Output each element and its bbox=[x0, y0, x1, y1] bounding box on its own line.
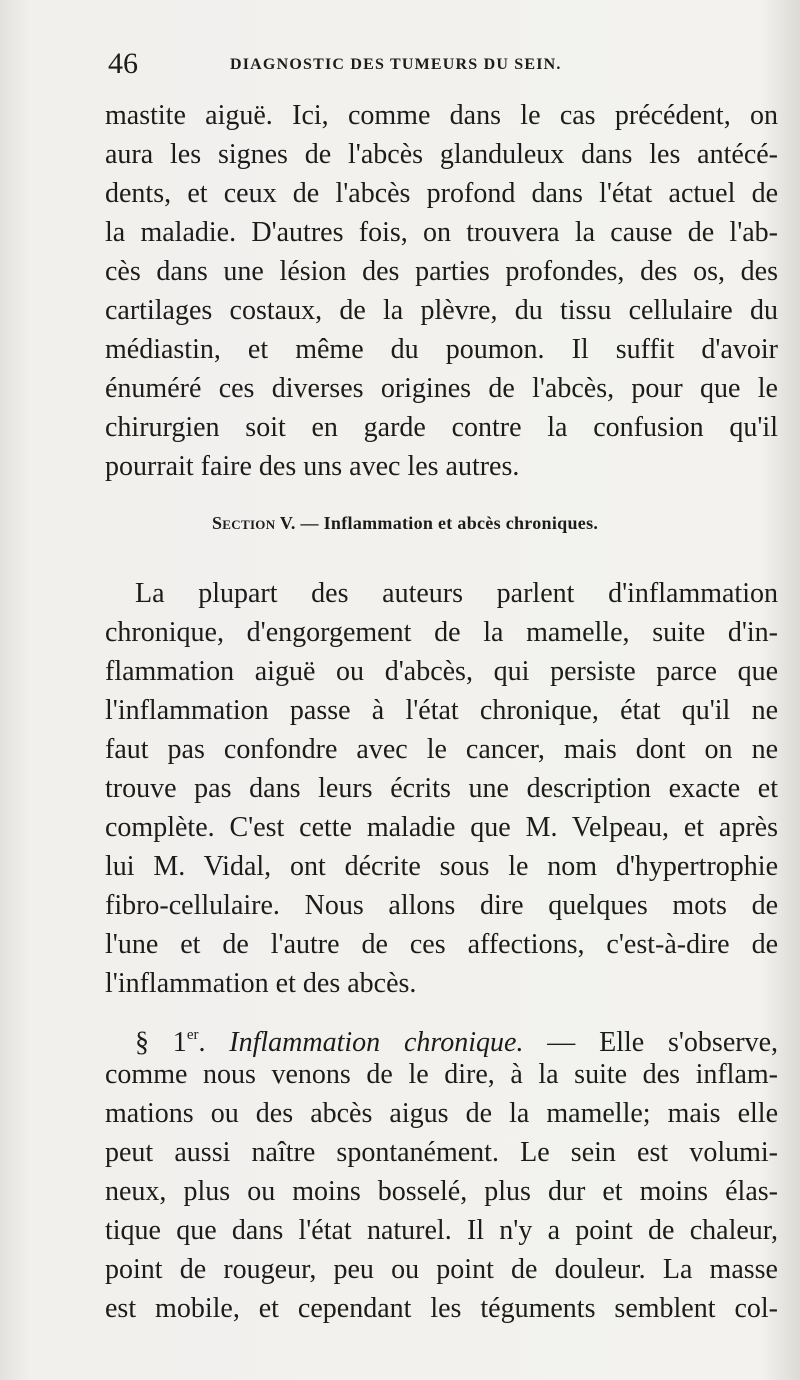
page-header bbox=[108, 46, 668, 82]
section-number: V. bbox=[279, 513, 296, 533]
paragraph-abces-profond bbox=[105, 96, 778, 486]
subsection-title: Inflammation chronique. bbox=[229, 1027, 524, 1058]
section-sign: § 1 bbox=[135, 1027, 187, 1058]
text-line: mations ou des abcès aigus de la mamelle; mais elle bbox=[105, 1098, 778, 1129]
text-line: aura les signes de l'abcès glanduleux dans les antécé- bbox=[105, 139, 778, 170]
text-line: chirurgien soit en garde contre la confusion qu'il bbox=[105, 412, 778, 443]
ordinal-superscript: er bbox=[186, 1027, 199, 1043]
text-line: mastite aiguë. Ici, comme dans le cas précédent, on bbox=[105, 100, 778, 131]
text-line: cès dans une lésion des parties profondes, des os, des bbox=[105, 256, 778, 287]
paragraph-inflammation-chronique bbox=[105, 1016, 778, 1328]
text-line: lui M. Vidal, ont décrite sous le nom d'hypertrophie bbox=[105, 851, 778, 882]
text-line: La plupart des auteurs parlent d'inflammation bbox=[135, 578, 778, 609]
page-number: 46 bbox=[108, 47, 138, 80]
text-line: dents, et ceux de l'abcès profond dans l'état actuel de bbox=[105, 178, 778, 209]
text-line bbox=[105, 1016, 779, 1058]
text-line: faut pas confondre avec le cancer, mais dont on ne bbox=[105, 734, 778, 765]
section-title: Inflammation et abcès chroniques. bbox=[323, 513, 599, 533]
section-label: Section bbox=[212, 513, 276, 533]
text-line: point de rougeur, peu ou point de douleur. La masse bbox=[105, 1254, 778, 1285]
text-line: l'inflammation et des abcès. bbox=[105, 968, 417, 999]
text-line: trouve pas dans leurs écrits une description exacte et bbox=[105, 773, 778, 804]
running-title: DIAGNOSTIC DES TUMEURS DU SEIN. bbox=[230, 56, 562, 73]
text-line: fibro-cellulaire. Nous allons dire quelques mots de bbox=[105, 890, 778, 921]
text-line: chronique, d'engorgement de la mamelle, suite d'in- bbox=[105, 617, 778, 648]
ordinal-period: . bbox=[198, 1027, 206, 1058]
text-line: neux, plus ou moins bosselé, plus dur et moins élas- bbox=[105, 1176, 778, 1207]
text-line: cartilages costaux, de la plèvre, du tissu cellulaire du bbox=[105, 295, 778, 326]
text-line: peut aussi naître spontanément. Le sein est volumi- bbox=[105, 1137, 778, 1168]
text-line: la maladie. D'autres fois, on trouvera la cause de l'ab- bbox=[105, 217, 778, 248]
text-line: l'une et de l'autre de ces affections, c'est-à-dire de bbox=[105, 929, 778, 960]
text-line: est mobile, et cependant les téguments semblent col- bbox=[105, 1293, 778, 1324]
text-line: pourrait faire des uns avec les autres. bbox=[105, 451, 520, 482]
text-line: l'inflammation passe à l'état chronique, état qu'il ne bbox=[105, 695, 778, 726]
text-line: médiastin, et même du poumon. Il suffit d'avoir bbox=[105, 334, 778, 365]
text-line: comme nous venons de le dire, à la suite des inflam- bbox=[105, 1059, 778, 1090]
text-line: tique que dans l'état naturel. Il n'y a point de chaleur, bbox=[105, 1215, 778, 1246]
text-line: flammation aiguë ou d'abcès, qui persiste parce que bbox=[105, 656, 778, 687]
text-line: énuméré ces diverses origines de l'abcès, pour que le bbox=[105, 373, 778, 404]
subsection-text: — Elle s'observe, bbox=[523, 1027, 779, 1058]
text-line: complète. C'est cette maladie que M. Velpeau, et après bbox=[105, 812, 778, 843]
paragraph-introduction bbox=[105, 574, 778, 1003]
section-dash: — bbox=[300, 513, 319, 533]
section-heading bbox=[212, 506, 682, 540]
